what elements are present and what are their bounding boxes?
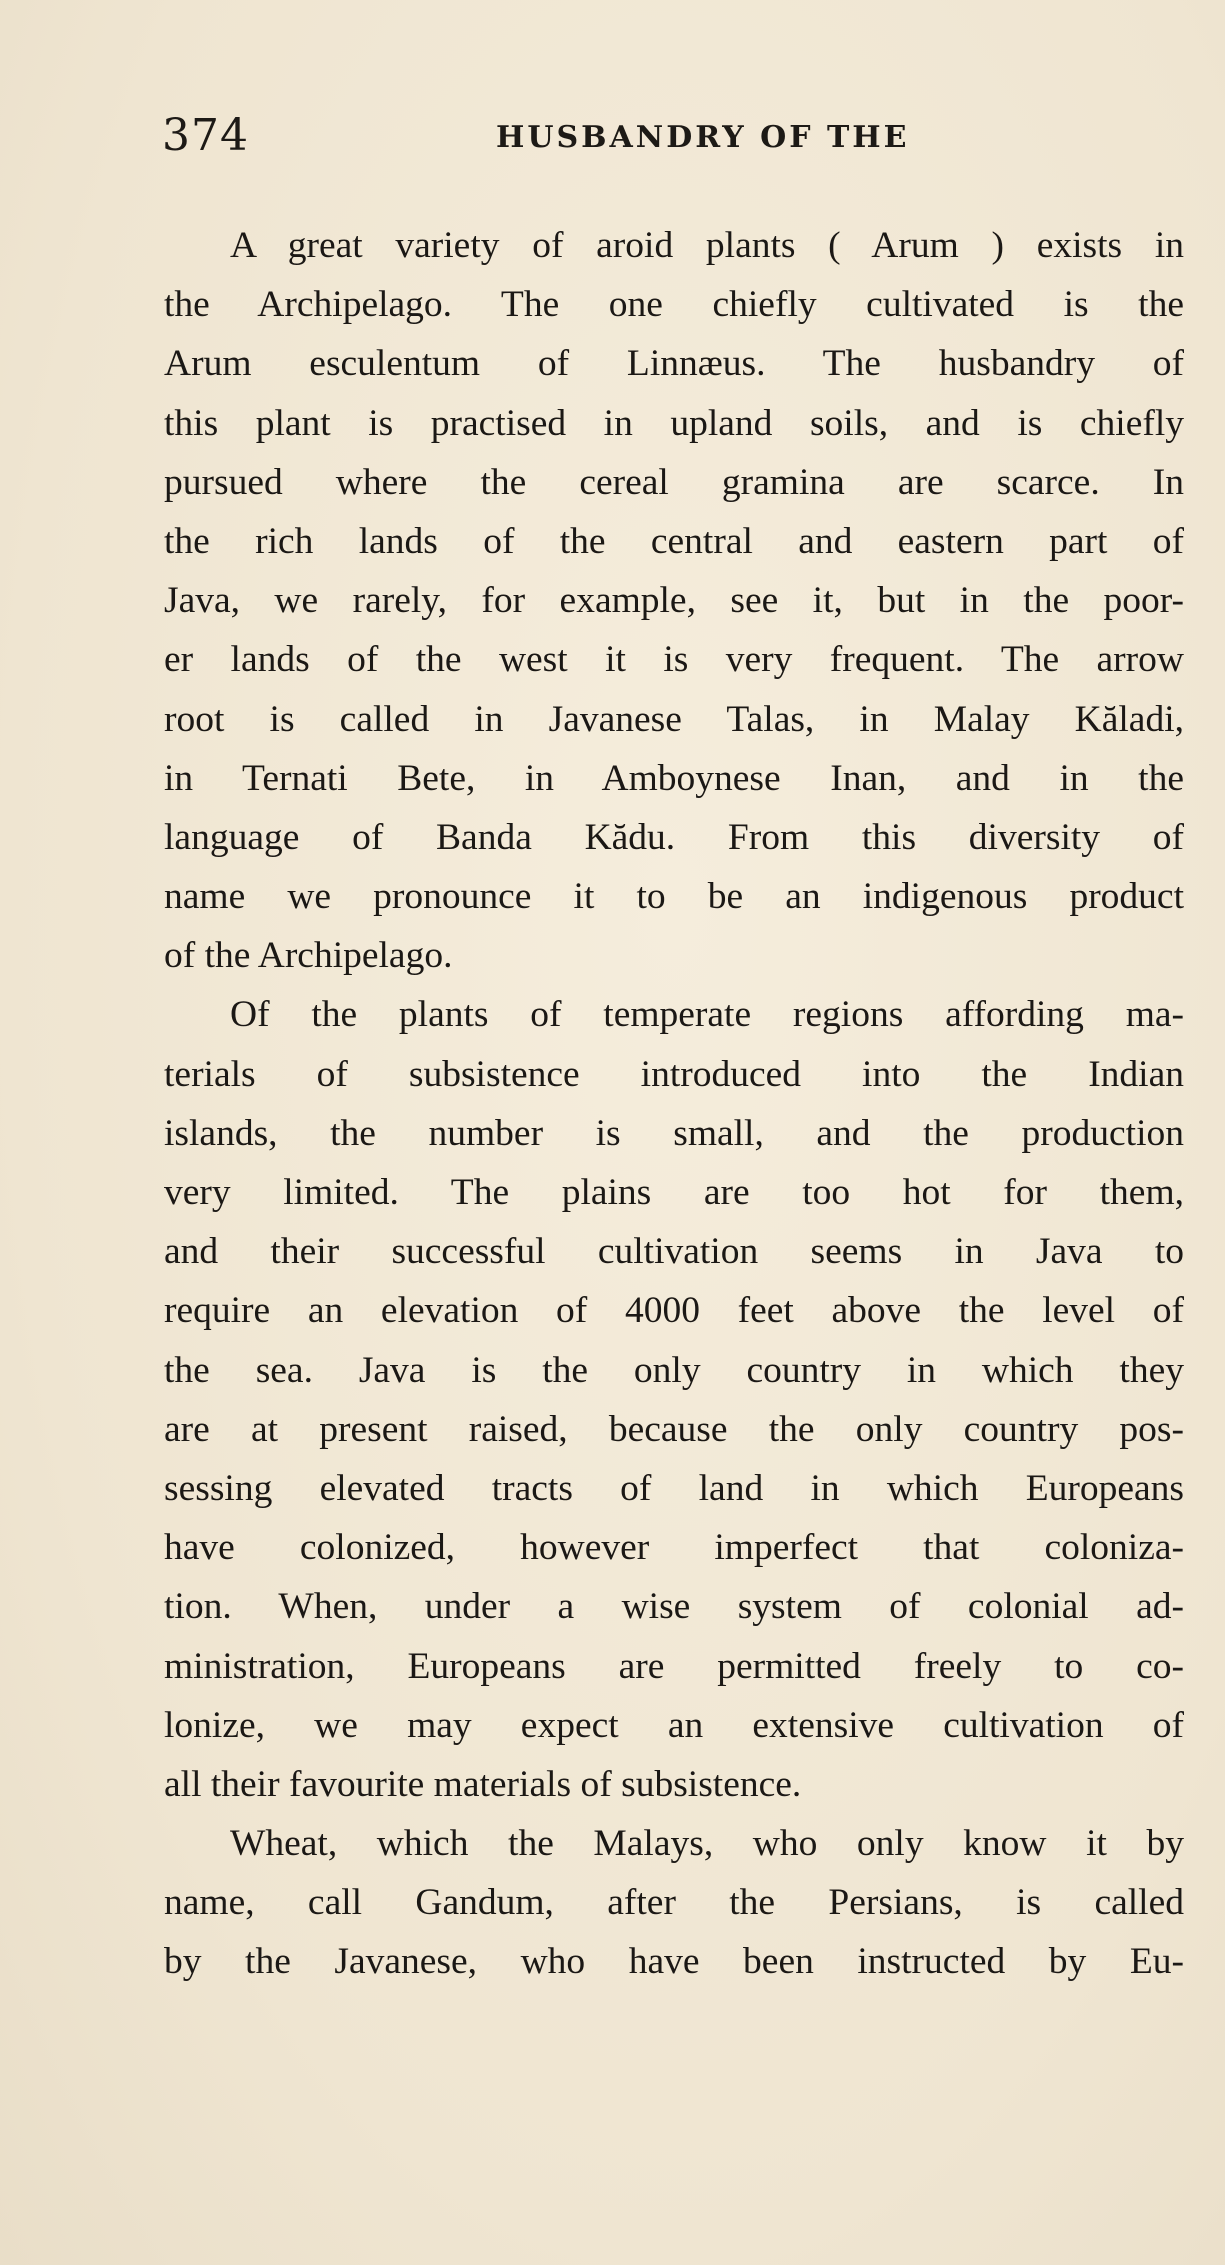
text-line: lonize, we may expect an extensive cultivation of <box>164 1704 1184 1746</box>
page-number: 374 <box>162 110 249 161</box>
text-line: in Ternati Bete, in Amboynese Inan, and in the <box>164 757 1184 799</box>
text-line: sessing elevated tracts of land in which Europeans <box>164 1467 1184 1509</box>
text-line: root is called in Javanese Talas, in Malay Kăladi, <box>164 698 1184 740</box>
text-line: this plant is practised in upland soils, and is chiefly <box>164 402 1184 444</box>
text-line: ministration, Europeans are permitted freely to co- <box>164 1645 1184 1687</box>
paragraph-temperate-plants <box>164 985 1184 1814</box>
text-line: er lands of the west it is very frequent. The arrow <box>164 639 1184 681</box>
text-line: terials of subsistence introduced into the Indian <box>164 1053 1184 1095</box>
paragraph-arum <box>164 216 1184 985</box>
text-line: islands, the number is small, and the production <box>164 1112 1184 1154</box>
text-line: and their successful cultivation seems in Java to <box>164 1231 1184 1273</box>
text-line: of the Archipelago. <box>164 935 453 977</box>
body-text <box>164 216 1184 1992</box>
text-line: the Archipelago. The one chiefly cultivated is the <box>164 284 1184 326</box>
text-line: all their favourite materials of subsistence. <box>164 1763 802 1805</box>
text-line: tion. When, under a wise system of colonial ad- <box>164 1586 1184 1628</box>
text-line: by the Javanese, who have been instructed by Eu- <box>164 1941 1184 1983</box>
running-head: HUSBANDRY OF THE <box>496 120 910 155</box>
text-line: are at present raised, because the only country pos- <box>164 1408 1184 1450</box>
text-line: have colonized, however imperfect that coloniza- <box>164 1527 1184 1569</box>
text-line: pursued where the cereal gramina are scarce. In <box>164 461 1184 503</box>
text-line: Java, we rarely, for example, see it, but in the poor- <box>164 580 1184 622</box>
text-line: language of Banda Kădu. From this diversity of <box>164 816 1184 858</box>
text-line: Wheat, which the Malays, who only know it by <box>230 1823 1184 1865</box>
text-line: Arum esculentum of Linnæus. The husbandry of <box>164 343 1184 385</box>
paragraph-wheat <box>164 1814 1184 1992</box>
page-header <box>162 110 1062 170</box>
text-line: the rich lands of the central and eastern part of <box>164 520 1184 562</box>
text-line: Of the plants of temperate regions affording ma- <box>230 994 1184 1036</box>
text-line: require an elevation of 4000 feet above the level of <box>164 1290 1184 1332</box>
text-line: very limited. The plains are too hot for them, <box>164 1172 1184 1213</box>
text-line: name we pronounce it to be an indigenous product <box>164 876 1184 918</box>
text-line: the sea. Java is the only country in which they <box>164 1349 1184 1391</box>
text-line: A great variety of aroid plants ( Arum ) exists in <box>230 225 1184 266</box>
text-line: name, call Gandum, after the Persians, is called <box>164 1882 1184 1924</box>
